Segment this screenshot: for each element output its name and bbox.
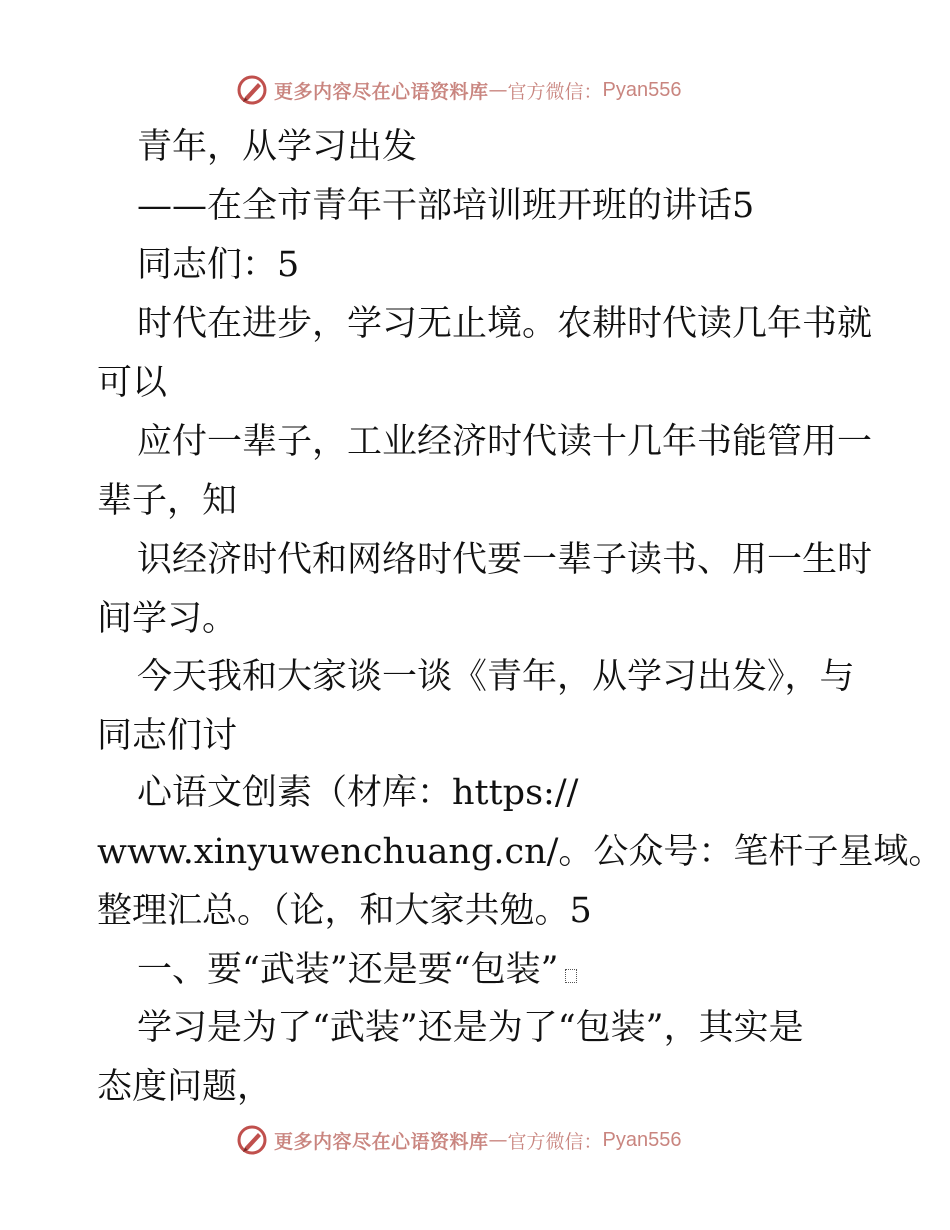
- paragraph-line: 应付一辈子，工业经济时代读十几年书能管用一: [137, 422, 873, 462]
- section-heading-text: 一、要“武装”还是要“包装”: [137, 950, 559, 990]
- doc-subtitle: ——在全市青年干部培训班开班的讲话5: [137, 186, 755, 226]
- paragraph-line: 学习是为了“武装”还是为了“包装”，其实是: [137, 1008, 804, 1048]
- paragraph-line: 态度问题，: [97, 1067, 273, 1107]
- paragraph-line: 时代在进步，学习无止境。农耕时代读几年书就: [137, 304, 873, 344]
- footer-wechat-label: 官方微信：: [507, 1130, 603, 1153]
- paragraph-line: 间学习。: [97, 599, 238, 639]
- pen-logo-icon: [236, 74, 268, 106]
- header-dash: —: [488, 79, 508, 101]
- footer-banner: [236, 1123, 682, 1157]
- footer-promo-text: 更多内容尽在心语资料库: [274, 1130, 489, 1153]
- header-banner: [236, 73, 682, 107]
- paragraph-line: 识经济时代和网络时代要一辈子读书、用一生时: [137, 540, 873, 580]
- paragraph-line: 同志们讨: [97, 716, 238, 756]
- paragraph-line: 可以: [97, 363, 168, 403]
- footer-dash: —: [488, 1129, 508, 1151]
- salutation: 同志们：5: [137, 245, 300, 285]
- doc-title: 青年，从学习出发: [137, 127, 418, 167]
- paragraph-line: 辈子，知: [97, 481, 238, 521]
- paragraph-line: 今天我和大家谈一谈《青年，从学习出发》，与: [137, 657, 855, 697]
- paragraph-line: www.xinyuwenchuang.cn/。公众号：笔杆子星域。: [97, 832, 944, 872]
- footer-wechat-id: Pyan556: [602, 1128, 682, 1151]
- paragraph-line: 整理汇总。（论，和大家共勉。5: [97, 891, 592, 931]
- paragraph-line: 心语文创素（材库：https://: [137, 773, 579, 813]
- pen-logo-icon: [236, 1124, 268, 1156]
- header-promo-text: 更多内容尽在心语资料库: [274, 80, 489, 103]
- header-wechat-label: 官方微信：: [507, 80, 603, 103]
- placeholder-box-icon: [565, 969, 577, 983]
- header-wechat-id: Pyan556: [602, 78, 682, 101]
- section-heading: [137, 948, 577, 992]
